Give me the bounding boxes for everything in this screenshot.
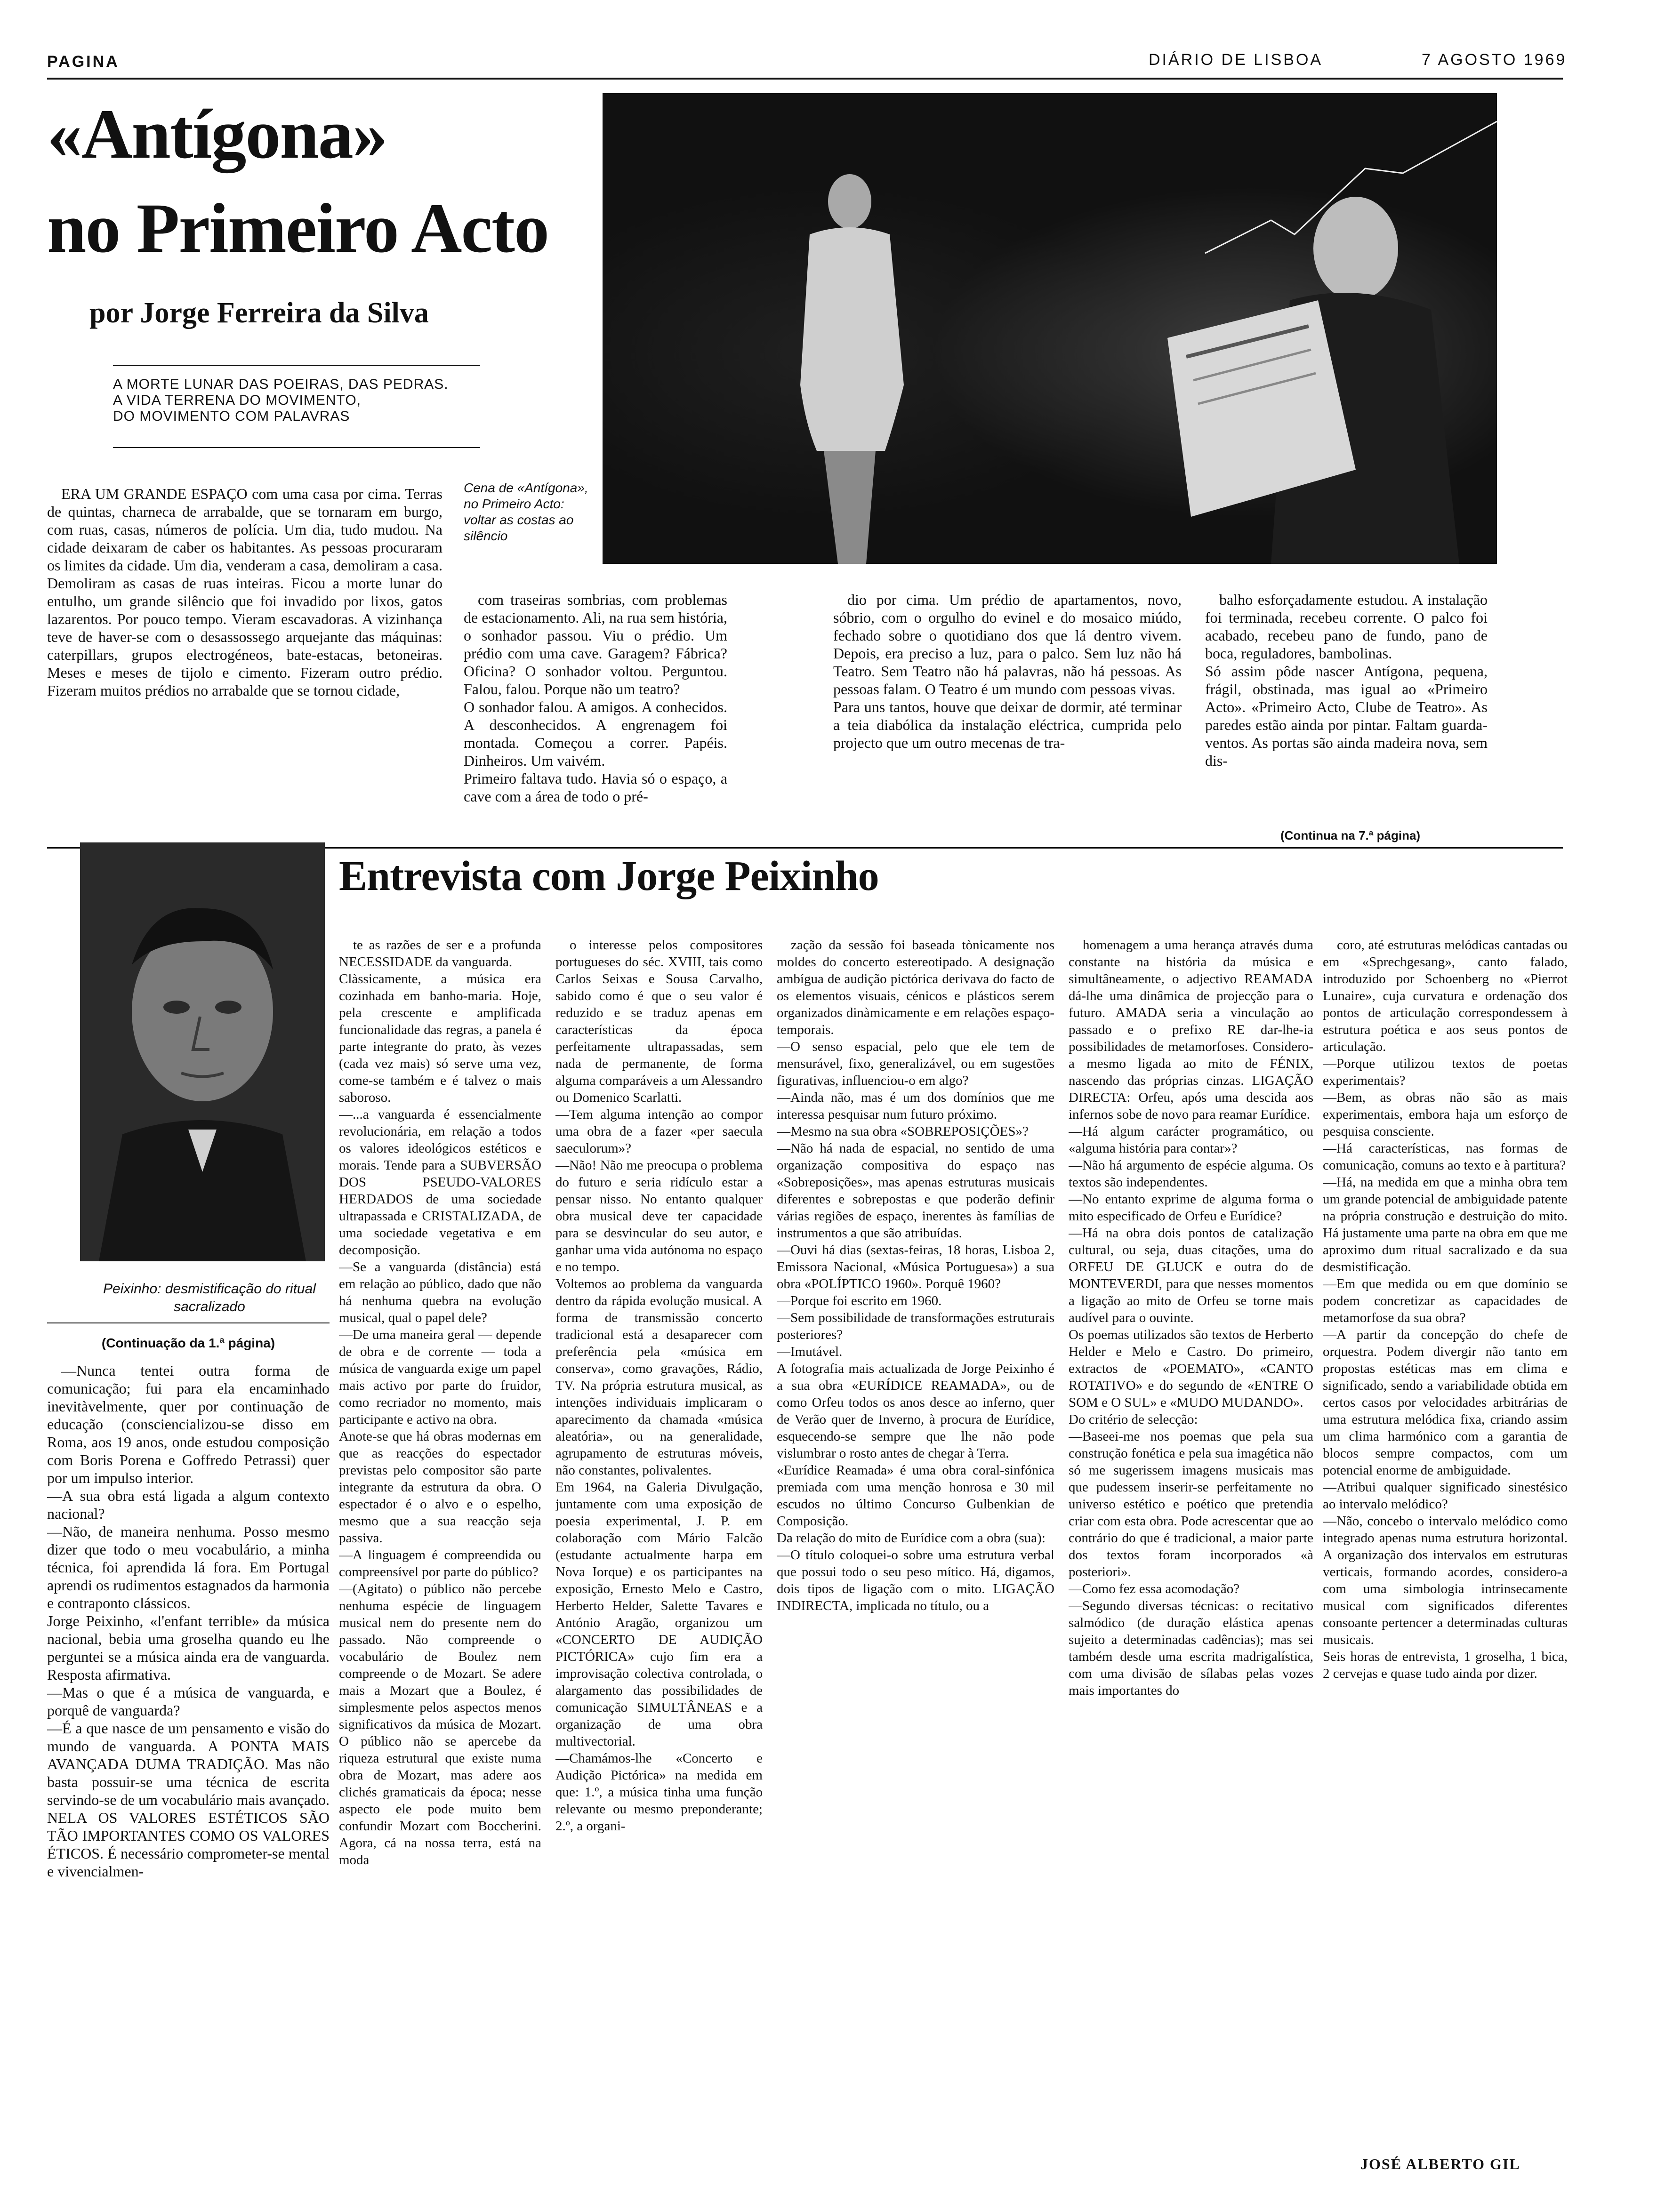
header-rule [47, 78, 1563, 80]
article2-col4-text: zação da sessão foi baseada tònicamente nos moldes do concerto estereotipado. A designação ambígua de audição pictórica derivava do facto de os elementos visuais, cénicos e plásticos serem organizados dinàmicamente e em relações espaço-temporais. —O senso espacial, pelo que ele tem de mensurável, fixo, generalizável, ou em sugestões figurativas, influenciou-o em algo? —Ainda não, mas é um dos domínios que me interessa pesquisar num futuro próximo. —Mesmo na sua obra «SOBREPOSIÇÕES»? —Não há nada de espacial, no sentido de uma organização compositiva do espaço nas «Sobreposições», mas apenas estruturas musicais diferentes e sobrepostas e que poderão definir várias regiões de espaço, inerentes às famílias de instrumentos a que são atribuídas. —Ouvi há dias (sextas-feiras, 18 horas, Lisboa 2, Emissora Nacional, «Música Portuguesa») a sua obra «POLÍPTICO 1960». Porquê 1960? —Porque foi escrito em 1960. —Sem possibilidade de transformações estruturais posteriores? —Imutável. A fotografia mais actualizada de Jorge Peixinho é a sua obra «EURÍDICE REAMADA», ou de como Orfeu todos os anos desce ao inferno, quer de Verão quer de Inverno, à procura de Eurídice, esquecendo-se sempre que lhe não pode vislumbrar o rosto antes de chegar à Terra. «Eurídice Reamada» é uma obra coral-sinfónica premiada com uma menção honrosa e 30 mil escudos no último Concurso Gulbenkian de Composição. Da relação do mito de Eurídice com a obra (sua): —O título coloquei-o sobre uma estrutura verbal que possui todo o seu peso mítico. Há, digamos, dois tipos de ligação com o mito. LIGAÇÃO INDIRECTA, implicada no título, ou a [777, 938, 1054, 1613]
article2-col2-text: te as razões de ser e a profunda NECESSIDADE da vanguarda. Clàssicamente, a música era cozinhada em banho-maria. Hoje, pela crescente e amplificada funcionalidade das regras, a panela é parte integrante do prato, às vezes (cada vez mais) só serve uma vez, come-se também e é talvez o mais saboroso. —...a vanguarda é essencialmente revolucionária, em relação a todos os valores ideológicos estéticos e morais. Tende para a SUBVERSÃO DOS PSEUDO-VALORES HERDADOS de uma sociedade ultrapassada e CRISTALIZADA, de uma sociedade vegetativa e em decomposição. —Se a vanguarda (distância) está em relação ao público, dado que não há nenhuma quebra na evolução musical, qual o papel dele? —De uma maneira geral — depende de obra e de corrente — toda a música de vanguarda exige um papel mais activo por parte do fruidor, como recriador no momento, mais participante e activo na obra. Anote-se que há obras modernas em que as reacções do espectador previstas pelo compositor são parte integrante da estrutura da obra. O espectador é o alvo e o espelho, mesmo que a sua reacção seja passiva. —A linguagem é compreendida ou compreensível por parte do público? —(Agitato) o público não percebe nenhuma espécie de linguagem musical nem do presente nem do passado. Não compreende o vocabulário de Boulez nem compreende o de Mozart. Se adere mais a Mozart que a Boulez, é simplesmente pelos aspectos menos significativos da música de Mozart. O público não se apercebe da riqueza estrutural que existe numa obra de Mozart, mas adere aos clichés gramaticais da época; nesse aspecto ele pode muito bem confundir Mozart com Boccherini. Agora, cá na nossa terra, está na moda [339, 938, 541, 1867]
article1-byline: por Jorge Ferreira da Silva [89, 297, 429, 329]
article2-continuation: (Continuação da 1.ª página) [101, 1336, 275, 1350]
article1-continued: (Continua na 7.ª página) [1280, 828, 1421, 842]
article2-photo-caption: Peixinho: desmistificação do ritual sacralizado [103, 1281, 316, 1314]
article2-column-4 [777, 937, 1054, 2188]
subhead-top-rule [113, 365, 480, 366]
article2-signature: JOSÉ ALBERTO GIL [1360, 2156, 1520, 2172]
article1-col2-text: com traseiras sombrias, com problemas de estacionamento. Ali, na rua sem história, o sonhador passou. Viu o prédio. Um prédio com uma cave. Garagem? Fábrica? Oficina? O sonhador voltou. Perguntou. Falou, falou. Porque não um teatro? O sonhador falou. A amigos. A conhecidos. A desconhecidos. A engrenagem foi montada. Começou a correr. Papéis. Dinheiros. Um vaivém. Primeiro faltava tudo. Havia só o espaço, a cave com a área de todo o pré- [464, 591, 727, 805]
article1-column-3 [833, 591, 1182, 845]
article1-title-line1: «Antígona» [47, 95, 387, 173]
article2-column-3 [555, 937, 763, 2188]
article1-column-2 [464, 591, 727, 845]
newspaper-name: DIÁRIO DE LISBOA [1149, 51, 1323, 69]
subhead-bottom-rule [113, 447, 480, 448]
article2-col1-text: —Nunca tentei outra forma de comunicação; fui para ela encaminhado inevitàvelmente, quer por continuação de educação (consciencializou-se disso em Roma, aos 19 anos, onde estudou composição com Boris Porena e Goffredo Petrassi) quer por um impulso interior. —A sua obra está ligada a algum contexto nacional? —Não, de maneira nenhuma. Posso mesmo dizer que todo o meu vocabulário, a minha técnica, foi aprendida lá fora. Em Portugal aprendi os rudimentos estagnados da harmonia e contraponto clássicos. Jorge Peixinho, «l'enfant terrible» da música nacional, bebia uma groselha quando eu lhe perguntei se a música ainda era de vanguarda. Resposta afirmativa. —Mas o que é a música de vanguarda, e porquê de vanguarda? —É a que nasce de um pensamento e visão do mundo de vanguarda. A PONTA MAIS AVANÇADA DUMA TRADIÇÃO. Mas não basta possuir-se uma técnica de escrita servindo-se de um vocabulário mais avançado. NELA OS VALORES ESTÉTICOS SÃO TÃO IMPORTANTES COMO OS VALORES ÉTICOS. É necessário comprometer-se mental e vivencialmen- [47, 1362, 330, 1880]
article2-column-2 [339, 937, 541, 2188]
antigona-scene-photo [603, 93, 1497, 564]
issue-date: 7 AGOSTO 1969 [1422, 51, 1567, 69]
article2-column-1 [47, 1334, 330, 2186]
article2-col3-text: o interesse pelos compositores portugueses do séc. XVIII, tais como Carlos Seixas e Sousa Carvalho, sabido como é que o seu valor é reduzido e se traduz apenas em características da época perfeitamente ultrapassadas, sem nada de permanente, de forma alguma comparáveis a um Alessandro ou Domenico Scarlatti. —Tem alguma intenção ao compor uma obra de a fazer «per saecula saeculorum»? —Não! Não me preocupa o problema do futuro e seria ridículo estar a pensar nisso. No entanto qualquer obra musical deve ter capacidade para se desvincular do seu autor, e ganhar uma vida autónoma no espaço e no tempo. Voltemos ao problema da vanguarda dentro da rápida evolução musical. A forma de transmissão concerto tradicional está a desaparecer com preferência pela «música em conserva», como gravações, Rádio, TV. Na própria estrutura musical, as intenções individuais implicaram o aparecimento da chamada «música aleatória», ou na generalidade, agrupamento de estruturas móveis, não constantes, polivalentes. Em 1964, na Galeria Divulgação, juntamente com uma exposição de poesia experimental, J. P. em colaboração com Mário Falcão (estudante actualmente harpa em Nova Iorque) e os participantes na exposição, Ernesto Melo e Castro, Herberto Helder, Salette Tavares e António Aragão, organizou um «CONCERTO DE AUDIÇÃO PICTÓRICA» cujo fim era a improvisação colectiva controlada, o alargamento das possibilidades de comunicação SIMULTÂNEAS e a organização de uma obra multivectorial. —Chamámos-lhe «Concerto e Audição Pictórica» na medida em que: 1.º, a música tinha uma função relevante ou mesmo preponderante; 2.º, a organi- [555, 938, 763, 1834]
article1-photo-caption: Cena de «Antígona», no Primeiro Acto: voltar as costas ao silêncio [464, 481, 588, 543]
article1-column-4 [1205, 591, 1488, 821]
article2-col6-text: coro, até estruturas melódicas cantadas ou em «Sprechgesang», canto falado, introduzido por Schoenberg no «Pierrot Lunaire», cuja curvatura e ordenação dos pontos de articulação correspondessem à estrutura poética e aos seus pontos de articulação. —Porque utilizou textos de poetas experimentais? —Bem, as obras não são as mais experimentais, embora haja um esforço de pesquisa consciente. —Há características, nas formas de comunicação, comuns ao texto e à partitura? —Há, na medida em que a minha obra tem um grande potencial de ambiguidade patente na própria construção e destruição do mito. Há justamente uma parte na obra em que me aproximo dum ritual sacralizado e da sua desmistificação. —Em que medida ou em que domínio se podem concretizar as capacidades de metamorfose da sua obra? —A partir da concepção do chefe de orquestra. Podem divergir não tanto em propostas estéticas mas em clima e significado, sendo a variabilidade obtida em certos casos por velocidades arbitrárias de uma estrutura melódica fixa, criando assim um clima harmónico com a garantia de blocos sempre compactos, com um potencial enorme de ambiguidade. —Atribui qualquer significado sinestésico ao intervalo melódico? —Não, concebo o intervalo melódico como integrado apenas numa estrutura horizontal. A organização dos intervalos em estruturas verticais, formando acordes, considero-a com uma simbologia intrinsecamente musical com significados diferentes consoante pertencer a determinadas culturas musicais. Seis horas de entrevista, 1 groselha, 1 bica, 2 cervejas e quase tudo ainda por dizer. [1323, 938, 1568, 1681]
article1-col3-text: dio por cima. Um prédio de apartamentos, novo, sóbrio, com o orgulho do evinel e do mosaico miúdo, fechado sobre o quotidiano dos que lá dentro vivem. Depois, era preciso a luz, para o palco. Sem luz não há Teatro. Sem Teatro não há palavras, não há pessoas. As pessoas falam. O Teatro é um mundo com pessoas vivas. Para uns tantos, houve que deixar de dormir, até terminar a teia diabólica da instalação eléctrica, cumprida pelo projecto que um outro mecenas de tra- [833, 591, 1182, 751]
article1-title-line2: no Primeiro Acto [47, 189, 548, 267]
article1-col4-text: balho esforçadamente estudou. A instalação foi terminada, recebeu corrente. O palco foi acabado, recebeu pano de fundo, pano de boca, reguladores, bambolinas. Só assim pôde nascer Antígona, pequena, frágil, obstinada, mas igual ao «Primeiro Acto». «Primeiro Acto, Clube de Teatro». As paredes estão ainda por pintar. Faltam guarda-ventos. As portas são ainda madeira nova, sem dis- [1205, 591, 1488, 769]
article2-title: Entrevista com Jorge Peixinho [339, 853, 879, 899]
article1-col1-text: ERA UM GRANDE ESPAÇO com uma casa por cima. Terras de quintas, charneca de arrabalde, que se tornaram em burgo, com ruas, casas, números de polícia. Um dia, tudo mudou. Na cidade deixaram de caber os habitantes. As pessoas procuraram os limites da cidade. Um dia, venderam a casa, demoliram a casa. Demoliram as casas de ruas inteiras. Ficou a morte lunar do entulho, um grande silêncio que foi invadido por lixos, gatos lazarentos. Por pouco tempo. Vieram escavadoras. A vizinhança teve de haver-se com o desassossego arquejante das máquinas: caterpillars, grupos electrogéneos, bate-estacas, betoneiras. Meses e meses de tijolo e cimento. Fizeram outro prédio. Fizeram muitos prédios no arrabalde que se tornou cidade, [47, 485, 442, 699]
article2-column-6 [1323, 937, 1568, 2146]
article1-subhead: A MORTE LUNAR DAS POEIRAS, DAS PEDRAS. A VIDA TERRENA DO MOVIMENTO, DO MOVIMENTO COM PALAVRAS [113, 377, 449, 424]
page-label: PAGINA [47, 53, 120, 71]
peixinho-portrait-photo [80, 842, 325, 1261]
caption-rule [47, 1322, 330, 1323]
article1-column-1 [47, 485, 442, 842]
article2-col5-text: homenagem a uma herança através duma constante na história da música e simultâneamente, o adjectivo REAMADA dá-lhe uma dinâmica de projecção para o futuro. AMADA seria a vinculação ao passado e o prefixo RE dar-lhe-ia possibilidades de metamorfoses. Considero-a mesmo ligada ao mito de FÉNIX, nascendo das próprias cinzas. LIGAÇÃO DIRECTA: Orfeu, após uma descida aos infernos sobe de novo para reamar Eurídice. —Há algum carácter programático, ou «alguma história para contar»? —Não há argumento de espécie alguma. Os textos são independentes. —No entanto exprime de alguma forma o mito especificado de Orfeu e Eurídice? —Há na obra dois pontos de catalização cultural, ou seja, duas citações, uma do ORFEU DE GLUCK e outra do de MONTEVERDI, para que nesses momentos a ligação ao mito de Orfeu se torne mais audível para o ouvinte. Os poemas utilizados são textos de Herberto Helder e Melo e Castro. Do primeiro, extractos de «POEMATO», «CANTO ROTATIVO» e do segundo de «ENTRE O SOM e O SUL» e «MUDO MUDANDO». Do critério de selecção: —Baseei-me nos poemas que pela sua construção fonética e pela sua imagética não só me sugerissem imagens musicais mas que pudessem inserir-se perfeitamente no universo estético e poético que pretendia criar com esta obra. Pode acrescentar que ao contrário do que é tradicional, a maior parte dos textos foram incorporados «à posteriori». —Como fez essa acomodação? —Segundo diversas técnicas: o recitativo salmódico (de duração elástica apenas sujeito a determinadas cadências); mas sei também desde uma escrita madrigalística, com uma divisão de sílabas pelas vozes mais importantes do [1069, 938, 1313, 1698]
article2-column-5 [1069, 937, 1313, 2188]
